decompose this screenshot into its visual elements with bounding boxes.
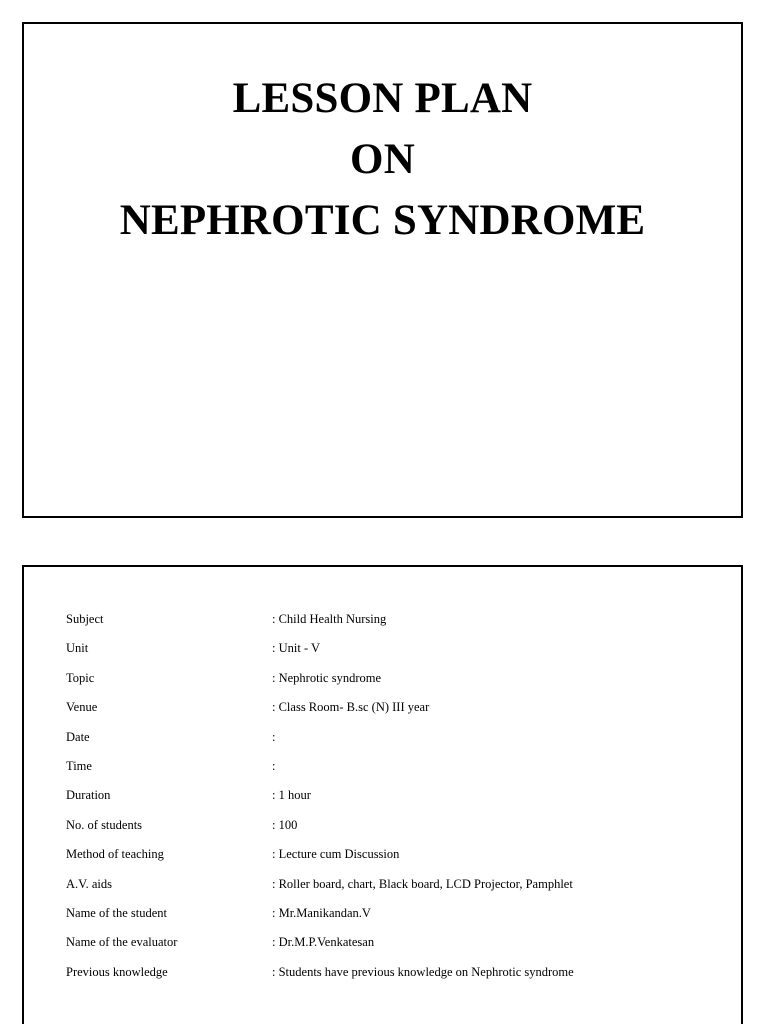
title-line-2: ON (350, 136, 415, 183)
detail-label: Subject (66, 612, 104, 626)
detail-label: Unit (66, 641, 89, 656)
detail-value: : Students have previous knowledge on Nephrotic syndrome (272, 964, 574, 979)
detail-value: : Child Health Nursing (272, 612, 387, 626)
detail-row-av-aids (66, 870, 721, 899)
detail-label: Name of the evaluator (66, 935, 178, 950)
detail-value: : Dr.M.P.Venkatesan (272, 935, 375, 950)
detail-value: : Nephrotic syndrome (272, 670, 382, 685)
detail-row-unit (66, 634, 721, 663)
detail-value: : 100 (272, 817, 298, 832)
detail-label: A.V. aids (66, 876, 112, 891)
detail-row-venue (66, 693, 721, 722)
detail-row-previous-knowledge (66, 958, 721, 987)
detail-row-students (66, 811, 721, 840)
detail-label: Method of teaching (66, 847, 164, 862)
detail-label: Date (66, 729, 90, 744)
detail-value: : Roller board, chart, Black board, LCD Projector, Pamphlet (272, 876, 573, 891)
details-box (22, 565, 743, 1024)
detail-label: Duration (66, 788, 111, 803)
detail-value: : (272, 758, 276, 773)
title-line-1: LESSON PLAN (232, 75, 533, 122)
detail-row-evaluator (66, 928, 721, 957)
detail-label: Name of the student (66, 905, 168, 920)
detail-label: Time (66, 758, 92, 773)
detail-label: Venue (66, 700, 98, 715)
detail-row-time (66, 752, 721, 781)
detail-value: : Lecture cum Discussion (272, 847, 400, 862)
title-box (22, 22, 743, 518)
title-block (24, 68, 741, 251)
detail-row-method (66, 840, 721, 869)
detail-row-student-name (66, 899, 721, 928)
detail-label: Topic (66, 670, 95, 685)
detail-value: : 1 hour (272, 788, 311, 803)
detail-label: Previous knowledge (66, 964, 168, 979)
details-list (66, 605, 721, 987)
detail-value: : Mr.Manikandan.V (272, 905, 371, 920)
detail-label: No. of students (66, 817, 143, 832)
detail-row-topic (66, 664, 721, 693)
title-line-3: NEPHROTIC SYNDROME (119, 197, 646, 244)
detail-row-duration (66, 781, 721, 810)
detail-value: : (272, 729, 276, 744)
detail-row-date (66, 723, 721, 752)
detail-row-subject (66, 605, 721, 634)
detail-value: : Unit - V (272, 641, 321, 656)
detail-value: : Class Room- B.sc (N) III year (272, 700, 430, 715)
